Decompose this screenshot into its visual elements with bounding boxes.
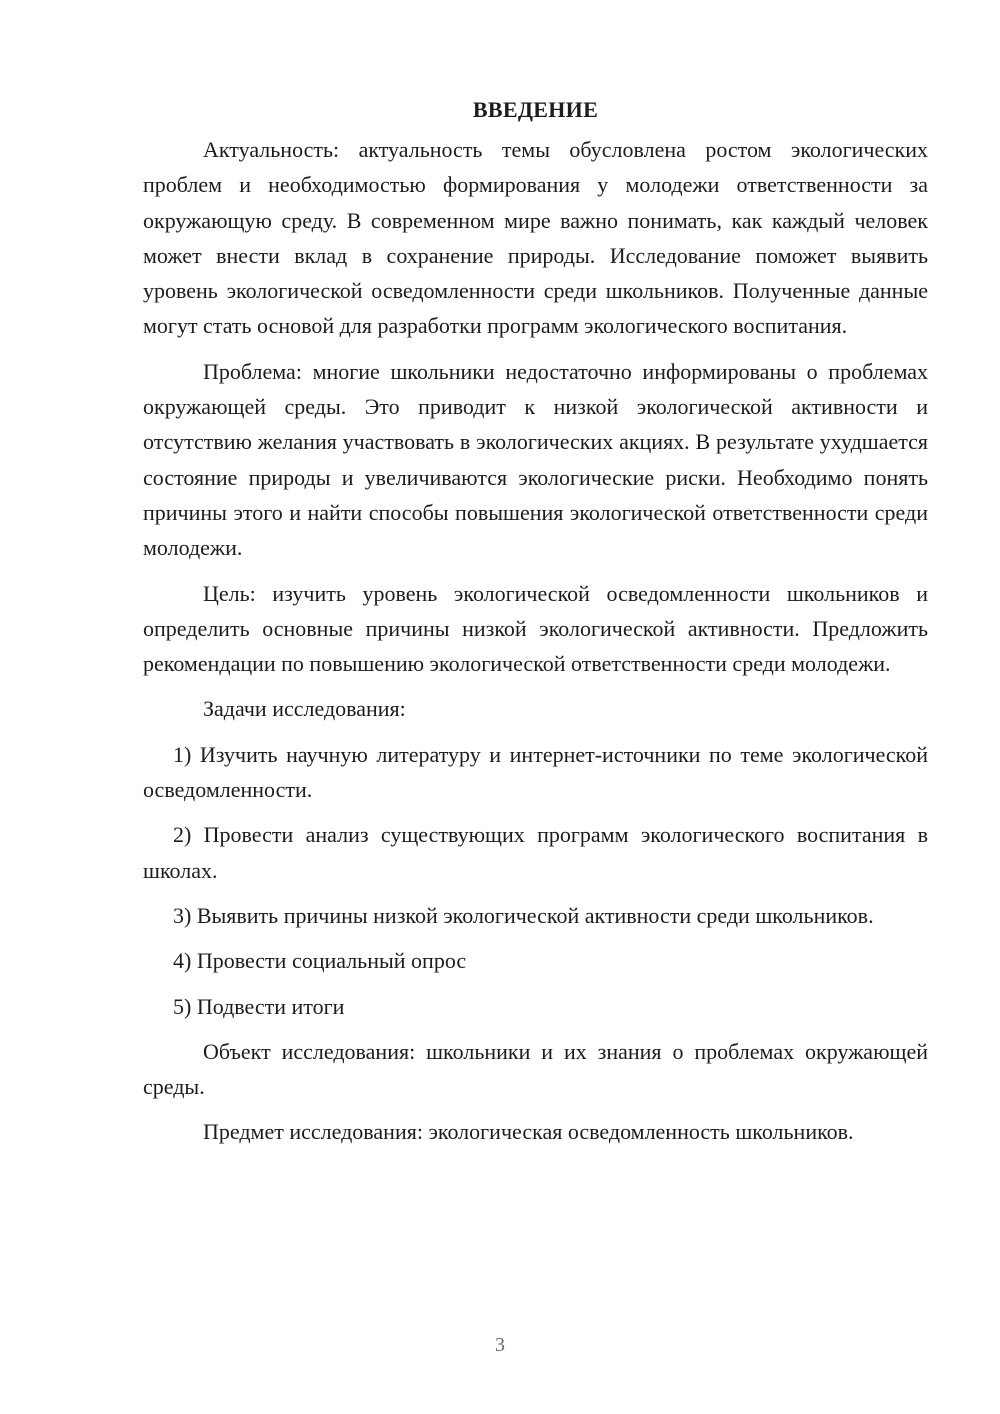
paragraph-relevance: Актуальность: актуальность темы обусловлена ростом экологических проблем и необходимостью формирования у молодежи ответственности за окружающую среду. В современном мире важно понимать, как каждый человек может внести вклад в сохранение природы. Исследование поможет выявить уровень экологической осведомленности среди школьников. Полученные данные могут стать основой для разработки программ экологического воспитания. (143, 137, 928, 339)
task-item-3: 3) Выявить причины низкой экологической активности среди школьников. (173, 902, 874, 928)
section-title: ВВЕДЕНИЕ (472, 97, 599, 122)
paragraph-problem: Проблема: многие школьники недостаточно информированы о проблемах окружающей среды. Это приводит к низкой экологической активности и отсутствию желания участвовать в экологических акциях. В результате ухудшается состояние природы и увеличиваются экологические риски. Необходимо понять причины этого и найти способы повышения экологической ответственности среди молодежи. (143, 358, 928, 561)
paragraph-object: Объект исследования: школьники и их знания о проблемах окружающей среды. (143, 1038, 928, 1100)
document-page (143, 94, 928, 1160)
tasks-heading: Задачи исследования: (203, 696, 406, 722)
page-number: 3 (495, 1334, 505, 1356)
paragraph-goal: Цель: изучить уровень экологической осведомленности школьников и определить основные причины низкой экологической активности. Предложить рекомендации по повышению экологической ответственности среди молодежи. (143, 580, 928, 677)
paragraph-subject: Предмет исследования: экологическая осведомленность школьников. (203, 1119, 854, 1145)
task-item-5: 5) Подвести итоги (173, 993, 345, 1019)
task-item-1: 1) Изучить научную литературу и интернет-источники по теме экологической осведомленности. (143, 741, 928, 803)
task-item-4: 4) Провести социальный опрос (173, 948, 467, 974)
task-item-2: 2) Провести анализ существующих программ экологического воспитания в школах. (143, 822, 928, 883)
